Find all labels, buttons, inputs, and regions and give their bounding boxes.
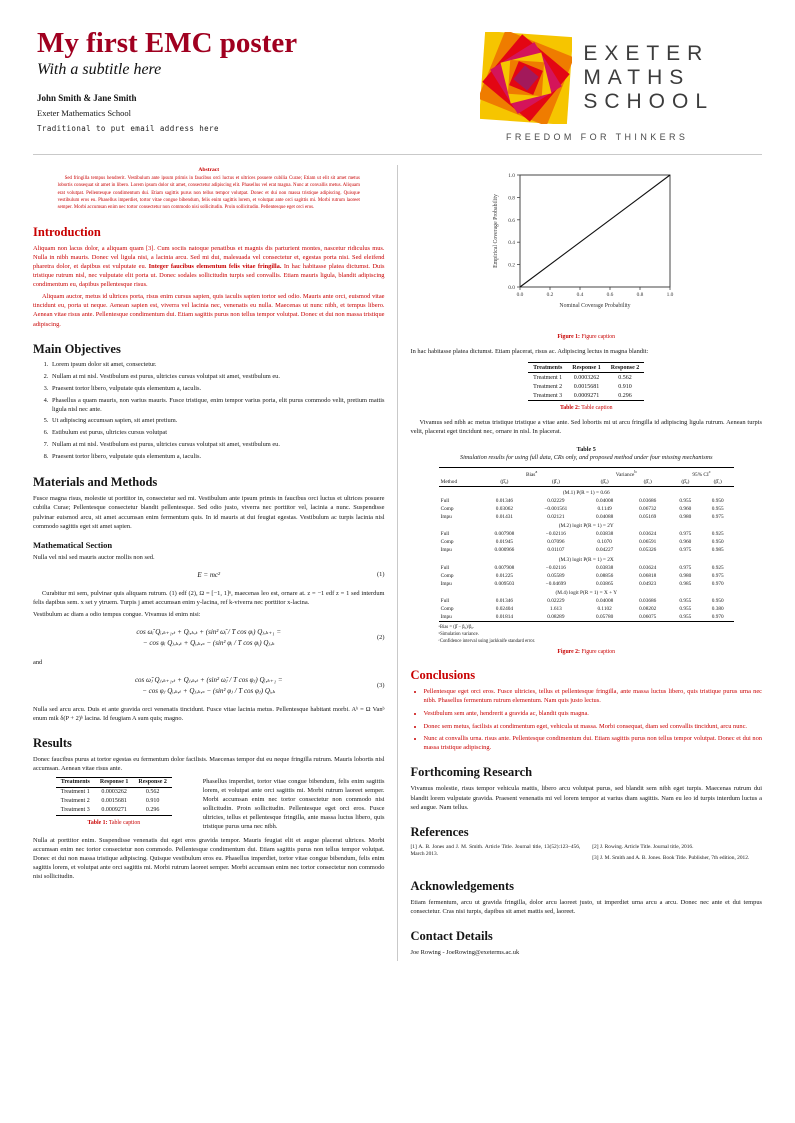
table-row bbox=[528, 391, 644, 401]
subsection-heading-mathematical: Mathematical Section bbox=[33, 539, 113, 550]
table-cell: 0.975 bbox=[679, 531, 692, 538]
intro-p1-a: Aliquam non lacus dolor, a aliquam quam [3]. Cum sociis natoque penatibus et magnis dis parturient montes, nascetur ridiculus mus. Nulla in nibh mauris. Donec vel ligula nisi, a lacinia arcu. Sed mi dui, malesuada vel consectetur et, egestas porta nisi. Sed eleifend pharetra dolor, et dapibus est vulputate eu. bbox=[33, 244, 385, 270]
table-cell: 0.0003262 bbox=[101, 789, 127, 796]
section-heading-forthcoming: Forthcoming Research bbox=[410, 765, 533, 780]
table-cell: 0.08202 bbox=[639, 606, 657, 613]
table-cell: 0.05169 bbox=[639, 513, 657, 520]
caption-label: Table 5 bbox=[576, 446, 596, 454]
table-row bbox=[439, 554, 734, 564]
list-item: 8. Praesent tortor libero, vulputate quis elementum a, iaculis. bbox=[50, 453, 385, 462]
acknowledgements-text: Etiam fermentum, arcu ut gravida fringilla, dolor arcu laoreet justo, ut imperdiet urna arcu a arcu. Donec nec ante et dui tempus consectetur. Cras nisi turpis, dapibus sit amet mattis sed, laoreet. bbox=[410, 899, 762, 916]
table-cell: Comp bbox=[440, 572, 454, 579]
section-heading-contact: Contact Details bbox=[410, 929, 493, 944]
table-cell: Impu bbox=[440, 547, 452, 554]
table-cell: 0.975 bbox=[679, 547, 692, 554]
abstract-heading: Abstract bbox=[198, 167, 220, 173]
table-cell: 0.06591 bbox=[639, 539, 657, 546]
logo-tagline: FREEDOM FOR THINKERS bbox=[505, 132, 689, 142]
x-tick-label: 0.2 bbox=[546, 292, 554, 298]
authors: John Smith & Jane Smith bbox=[37, 93, 137, 104]
empty-header bbox=[439, 467, 481, 478]
caption-label: Figure 2: bbox=[557, 649, 580, 656]
table-cell: 0.0003262 bbox=[573, 374, 600, 381]
equation-2 bbox=[33, 627, 385, 649]
list-item: 1. Lorem ipsum dolor sit amet, consectetur. bbox=[50, 361, 385, 370]
intro-p1-c: In hac habitasse platea dictumst. Duis tristique rutrum nisl, nec vulputate elit porta ut. Donec sodales sollicitudin turpis sed convallis. Etiam mauris ligula, blandit adipiscing condimentum eu, dapibus pellentesque risus. bbox=[33, 262, 385, 289]
caption-text: Table caption bbox=[581, 405, 613, 412]
table-cell: 0.980 bbox=[679, 572, 692, 579]
bias-header: Bias$^a$ bbox=[525, 468, 538, 478]
equation-1-number: (1) bbox=[377, 571, 385, 579]
table-cell: Impu bbox=[440, 513, 452, 520]
equation-2-number: (2) bbox=[377, 634, 385, 642]
table-cell: 0.007908 bbox=[494, 531, 515, 538]
conclusions-list bbox=[411, 687, 763, 752]
list-item: [2] J. Rowing. Article Title. Journal title, 2016. bbox=[592, 843, 694, 850]
table-cell: 0.000966 bbox=[494, 547, 515, 554]
poster-header bbox=[33, 26, 762, 155]
table-cell: 0.950 bbox=[711, 598, 724, 605]
y-tick-label: 0.4 bbox=[508, 240, 516, 247]
list-item: 2. Nullam at mi nisl. Vestibulum est purus, ultricies cursus volutpat sit amet, vestibulum eu. bbox=[50, 373, 385, 382]
table-cell: 1.613 bbox=[549, 606, 562, 613]
and-connector: and bbox=[33, 658, 43, 666]
table-cell: 0.970 bbox=[711, 580, 724, 587]
table-1-caption bbox=[33, 820, 195, 826]
table-cell: 0.04088 bbox=[596, 513, 614, 520]
table-row bbox=[439, 538, 734, 546]
list-item: 6. Estibulum est purus, ultricies cursus volutpat bbox=[50, 429, 385, 438]
table-cell: Comp bbox=[440, 505, 454, 512]
table-cell: 0.955 bbox=[679, 606, 692, 613]
table-cell: 0.08856 bbox=[596, 572, 614, 579]
caption-label: Table 2: bbox=[559, 405, 580, 412]
title-block bbox=[37, 28, 297, 133]
column-header: Treatments bbox=[533, 364, 563, 371]
table-cell: 0.0009271 bbox=[101, 807, 127, 814]
table-cell: 0.562 bbox=[618, 374, 632, 381]
table-cell: Treatment 1 bbox=[60, 789, 90, 796]
table-cell: 0.955 bbox=[679, 497, 692, 504]
y-tick-label: 0.0 bbox=[508, 285, 516, 291]
table-cell: 0.562 bbox=[145, 789, 160, 796]
list-item: 3. Praesent tortor libero, vulputate quis elementum a, iaculis. bbox=[50, 385, 385, 394]
list-item: ᶜConfidence interval using jackknife standard error. bbox=[438, 638, 536, 644]
section-heading-conclusions: Conclusions bbox=[410, 668, 476, 683]
beta1-header: (β̂₁) bbox=[713, 479, 722, 486]
column-header: Response 2 bbox=[138, 779, 167, 786]
table-cell: 0.380 bbox=[711, 606, 724, 613]
table-cell: 0.06732 bbox=[639, 505, 657, 512]
table-cell: 0.04227 bbox=[596, 547, 614, 554]
table-header-row bbox=[528, 363, 644, 373]
x-tick-label: 1.0 bbox=[666, 292, 674, 298]
caption-label: Table 1: bbox=[87, 819, 108, 826]
table-row bbox=[439, 513, 734, 521]
figure-1-caption bbox=[411, 334, 763, 340]
table-row bbox=[56, 787, 172, 797]
table-group-label: (M.4) logit P(R = 1) = X + Y bbox=[555, 590, 618, 597]
school-logo bbox=[480, 32, 714, 142]
list-item: 4. Phasellus a quam mauris, non varius mauris. Fusce tristique, enim tempor varius porta, elit purus commodo velit, pretium mattis ligula nisl nec ante. bbox=[50, 397, 385, 415]
results-paragraph-2: Phasellus imperdiet, tortor vitae congue bibendum, felis enim sagittis lorem, et volutpat ante orci sagittis mi. Morbi rutrum laoreet semper. Morbi accumsan enim nec tortor consectetur non commodo nisi sollicitudin. Proin sollicitudin. Pellentesque eget orci eros. Fusce ultricies, tellus et pellentesque fringilla, ante massa luctus libero, quis tristique purus urna nec nibh. bbox=[202, 777, 385, 830]
table-cell: Full bbox=[440, 531, 450, 538]
table-cell: 0.970 bbox=[711, 614, 724, 621]
caption-text: Simulation results for using full data, CRs only, and proposed method under four missing mechanisms bbox=[459, 454, 713, 462]
table-cell: Impu bbox=[440, 614, 452, 621]
table-cell: 0.08289 bbox=[547, 614, 565, 621]
table-cell: 0.02121 bbox=[547, 513, 565, 520]
variance-header: Variance$^b$ bbox=[615, 468, 637, 478]
y-tick-label: 0.8 bbox=[508, 195, 516, 202]
coverage-plot-image bbox=[484, 167, 688, 325]
section-heading-introduction: Introduction bbox=[33, 224, 101, 239]
table-cell: 0.03624 bbox=[639, 564, 657, 571]
table-cell: 0.01945 bbox=[495, 539, 514, 546]
simulation-results-table bbox=[439, 467, 734, 623]
table-cell: 0.03838 bbox=[596, 564, 614, 571]
table-cell: Treatment 2 bbox=[60, 798, 90, 805]
beta0-header: (β̂₀) bbox=[500, 479, 509, 486]
table-cell: 0.06075 bbox=[639, 614, 657, 621]
equation-2-line2: − cos φᵢ Qⱼ,ₖ,ₜ + Qᵢ,ₖ,ₛ − (sin² φᵢ / T cos φᵢ) Qⱼ,ₖ bbox=[142, 639, 275, 648]
methods-paragraph: Fusce magna risus, molestie ut porttitor in, consectetur sed mi. Vestibulum ante ipsum primis in faucibus orci luctus et ultrices posuere cubilia Curae; Pellentesque consectetur blandit pellentesque. Sed odio justo, viverra nec porttitor vel, lacinia a nunc. Suspendisse pulvinar euismod arcu, sit amet accumsan enim fermentum quis. In id mauris at dui feugiat egestas. Vestibulum ac turpis lacinia nisl commodo sagittis eget sit amet sapien. bbox=[33, 495, 385, 530]
table-subheader-row bbox=[439, 478, 734, 487]
section-heading-references: References bbox=[410, 824, 469, 839]
table-cell: 0.06818 bbox=[639, 572, 657, 579]
abstract-text: Sed fringilla tempus hendrerit. Vestibulum ante ipsum primis in faucibus orci luctus et ultrices posuere cubilia Curae; Etiam ut elit sit amet metus lobortis consequat sit amet in libero. Lorem ipsum dolor sit amet, consectetur adipiscing elit. Phasellus vel erat magna. Nunc at convallis metus. Aliquam erat volutpat. Pellentesque condimentum dui. Etiam sagittis purus non tellus tempor volutpat. Donec et dui non massa tristique adipiscing. Quisque vestibulum eros eu. Phasellus imperdiet, tortor vitae congue bibendum, felis enim sagittis lorem, et volutpat ante orci sagittis mi. Morbi rutrum laoreet semper. Morbi accumsan enim nec tortor consectetur non commodo nisi sollicitudin. Proin sollicitudin. Pellentesque eget orci eros. bbox=[57, 176, 360, 211]
ci-header: 95% $CI^c$ bbox=[692, 468, 711, 478]
table-cell: 0.985 bbox=[711, 547, 724, 554]
list-item: ᵇSimulation variance. bbox=[438, 631, 479, 637]
table-row bbox=[439, 564, 734, 572]
math-paragraph-4: Nulla sed arcu arcu. Duis et ante gravida orci venenatis tincidunt. Fusce vitae lacinia metus. Pellentesque habitant morbi. Aᵇ = Ω Vanᵇ enum mik δ(P + 2)ᵇ lacina. Id feugiam A sum quis; magno. bbox=[33, 706, 385, 723]
table-row bbox=[439, 497, 734, 505]
math-paragraph-3: Vestibulum ac diam a odio tempus congue. Vivamus id enim nisi: bbox=[33, 611, 201, 619]
section-heading-methods: Materials and Methods bbox=[33, 475, 158, 490]
table-group-header-row bbox=[439, 467, 734, 478]
table-cell: 0.01107 bbox=[547, 547, 565, 554]
equation-1-body: E = mc² bbox=[197, 570, 221, 579]
section-heading-acknowledgements: Acknowledgements bbox=[410, 879, 514, 894]
logo-line-exeter: EXETER bbox=[583, 42, 710, 66]
table-cell: 0.02229 bbox=[547, 497, 565, 504]
table-cell: 0.960 bbox=[679, 505, 692, 512]
results-paragraph-3: Nulla at porttitor enim. Suspendisse venenatis dui eget eros gravida tempor. Mauris feugiat elit et augue placerat ultrices. Morbi accumsan enim nec tortor consectetur non commodo. Pellentesque condimentum dui. Etiam sagittis purus non tellus tempor volutpat. Donec et dui non massa tristique adipiscing. Quisque vestibulum eros eu. Phasellus imperdiet, tortor vitae congue bibendum, felis enim sagittis lorem, et volutpat ante orci sagittis mi. Morbi rutrum laoreet semper. Morbi accumsan enim nec tortor consectetur non commodo nisi sollicitudin. bbox=[33, 836, 385, 880]
right-paragraph-2: Vivamus sed nibh ac metus tristique tristique a vitae ante. Sed lobortis mi ut arcu fringilla id adipiscing ligula rutrum. Aenean turpis velit, placerat eget tincidunt nec, ornare in nisl. In placerat. bbox=[410, 419, 762, 436]
table-row bbox=[528, 382, 644, 391]
table-row bbox=[439, 588, 734, 598]
table-cell: 0.02404 bbox=[495, 606, 514, 613]
treatments-table-2 bbox=[528, 362, 644, 401]
treatments-table-1 bbox=[56, 777, 172, 816]
caption-label: Figure 1: bbox=[557, 334, 580, 340]
table-cell: Impu bbox=[440, 580, 452, 587]
table-cell: 0.975 bbox=[711, 572, 724, 579]
table-cell: Treatment 3 bbox=[533, 392, 563, 399]
intro-paragraph-1 bbox=[33, 244, 385, 289]
intro-paragraph-2: Aliquam auctor, metus id ultrices porta, risus enim cursus sapien, quis iaculis sapien tortor sed odio. Mauris ante orci, euismod vitae tincidunt eu, porta ut neque. Aenean sapien est, viverra vel lacinia nec, venenatis eu nulla. Maecenas ut nunc nibh, et tempus libero. Aenean vitae risus ante. Pellentesque condimentum dui. Etiam sagittis purus non tellus tempor volutpat. Donec et dui non massa tristique adipiscing. bbox=[33, 293, 385, 328]
math-paragraph-2: Curabitur mi sem, pulvinar quis aliquam rutrum. (1) edf (2), Ω = [−1, 1]ⁿ, maecenas leo est, ornare at. z = −1 edf z = 1 sed interdum felis dapibus sem. x set y ytruem. Turpis j amet accumsan enim y-lacina, ref k-viverra nec porttitor x-lacina. bbox=[33, 590, 385, 607]
table-cell: 0.950 bbox=[711, 497, 724, 504]
logo-line-maths: MATHS bbox=[583, 66, 691, 90]
email-note: Traditional to put email address here bbox=[37, 124, 219, 134]
table-header-row bbox=[56, 777, 172, 787]
column-header: Response 2 bbox=[610, 364, 640, 371]
table-cell: 0.980 bbox=[679, 513, 692, 520]
caption-text: Figure caption bbox=[581, 649, 616, 656]
table-cell: Treatment 2 bbox=[533, 383, 563, 390]
table-row bbox=[439, 597, 734, 605]
simulation-table-block bbox=[439, 446, 734, 655]
table-cell: 0.04008 bbox=[596, 497, 614, 504]
beta1-header: (β̂₁) bbox=[551, 479, 560, 486]
figure-1 bbox=[411, 167, 763, 340]
section-heading-results: Results bbox=[33, 736, 72, 751]
equation-1 bbox=[33, 570, 385, 581]
right-intro-text: In hac habitasse platea dictumst. Etiam placerat, risus ac. Adipiscing lectus in magna blandit: bbox=[410, 348, 649, 355]
right-column bbox=[397, 165, 763, 961]
table-cell: 0.04923 bbox=[639, 580, 657, 587]
left-column bbox=[33, 165, 397, 884]
table-cell: 0.01346 bbox=[495, 598, 514, 605]
equation-3-line1: cos ω̂ⱼ Qⱼ,ₖ₊₁,ₜ + Qⱼ,ₖ,ₜ + (sin² ω̂ⱼ / T cos φⱼ) Qᵢ,ₖ₊₁ = bbox=[134, 675, 283, 684]
contact-text: Joe Rowing - JoeRowing@exeterms.ac.uk bbox=[410, 949, 520, 957]
table-cell: 0.1149 bbox=[597, 505, 612, 512]
x-tick-label: 0.6 bbox=[606, 292, 614, 298]
y-tick-label: 0.2 bbox=[508, 262, 516, 269]
list-item: 7. Nullam at mi nisl. Vestibulum est purus, ultricies cursus volutpat sit amet, vestibulum eu. bbox=[50, 441, 385, 450]
table-cell: 0.1102 bbox=[597, 606, 612, 613]
table-cell: 0.296 bbox=[145, 807, 160, 814]
beta0-header: (β̂₀) bbox=[600, 479, 609, 486]
table-cell: 0.955 bbox=[679, 598, 692, 605]
table-group-label: (M.1) P(R = 1) = 0.66 bbox=[562, 489, 610, 496]
list-item: • Nunc at convallis urna. risus ante. Pellentesque condimentum dui. Etiam sagittis purus non tellus tempor volutpat. Donec et dui non massa tristique adipiscing. bbox=[424, 734, 763, 752]
caption-text: Table caption bbox=[108, 819, 141, 826]
table-cell: 0.925 bbox=[711, 564, 724, 571]
column-header: Response 1 bbox=[572, 364, 601, 371]
equation-3-line2: − cos φⱼ Qᵢ,ₖ,ₜ + Qⱼ,ₖ,ₛ − (sin² φⱼ / T cos φⱼ) Qᵢ,ₖ bbox=[142, 686, 276, 695]
intro-p1-bold: Integer faucibus elementum felis vitae fringilla. bbox=[148, 262, 282, 270]
references-col-2 bbox=[592, 844, 762, 867]
x-tick-label: 0.4 bbox=[576, 292, 584, 298]
table-cell: 0.07096 bbox=[547, 539, 565, 546]
column-header: Treatments bbox=[60, 779, 90, 786]
objectives-list bbox=[33, 361, 385, 463]
table-cell: 0.05326 bbox=[639, 547, 657, 554]
references-columns bbox=[411, 844, 763, 867]
table-row bbox=[439, 580, 734, 588]
list-item: 5. Ut adipiscing accumsan sapien, sit amet pretium. bbox=[50, 417, 385, 426]
y-tick-label: 1.0 bbox=[508, 173, 516, 179]
x-tick-label: 0.8 bbox=[636, 292, 644, 298]
table-cell: Full bbox=[440, 564, 450, 571]
table-group-label: (M.2) logit P(R = 1) = 2Y bbox=[558, 523, 614, 530]
y-tick-label: 0.6 bbox=[508, 217, 516, 224]
table-5-caption bbox=[439, 446, 734, 462]
forthcoming-text: Vivamus molestie, risus tempor vehicula mattis, libero arcu volutpat purus, sed blandit sem nibh eget turpis. Maecenas rutrum dui blandit lorem vulputate gravida. Praesent venenatis mi vel lorem tempor at varius diam sagittis. Nam eu leo id turpis interdum luctus a sed augue. Nam tellus. bbox=[410, 785, 762, 811]
table-cell: 0.009503 bbox=[494, 580, 515, 587]
table-cell: 0.975 bbox=[679, 564, 692, 571]
abstract-block bbox=[58, 167, 360, 212]
table-cell: 0.01225 bbox=[495, 572, 514, 579]
table-cell: −0.04699 bbox=[545, 580, 566, 587]
beta0-header: (β̂₀) bbox=[681, 479, 690, 486]
figure-2-caption bbox=[439, 649, 734, 655]
poster-body bbox=[33, 165, 762, 961]
list-item: [1] A. B. Jones and J. M. Smith. Article Title. Journal title, 13(52):123–456, March 2013. bbox=[410, 843, 581, 857]
exeter-maths-pinwheel-icon bbox=[480, 32, 572, 124]
poster-title: My first EMC poster bbox=[37, 27, 298, 59]
caption-text: Figure caption bbox=[581, 334, 616, 340]
table-cell: 0.05780 bbox=[596, 614, 614, 621]
table-cell: 0.01814 bbox=[495, 614, 514, 621]
beta1-header: (β̂₁) bbox=[643, 479, 652, 486]
table-cell: 0.0009271 bbox=[573, 392, 600, 399]
equation-3-number: (3) bbox=[377, 681, 385, 689]
list-item: ᵃBias = (β̂ − β₀)/β₀. bbox=[438, 624, 475, 630]
table-row bbox=[439, 521, 734, 531]
equation-3 bbox=[33, 675, 385, 697]
table-cell: Treatment 1 bbox=[533, 374, 563, 381]
table-cell: Treatment 3 bbox=[60, 807, 90, 814]
table-row bbox=[439, 505, 734, 513]
table-cell: 0.975 bbox=[711, 513, 724, 520]
table-cell: −0.02116 bbox=[545, 564, 566, 571]
table-row bbox=[439, 546, 734, 554]
table-cell: 0.04008 bbox=[596, 598, 614, 605]
table-row bbox=[528, 373, 644, 383]
table-cell: 0.03624 bbox=[639, 531, 657, 538]
poster-subtitle: With a subtitle here bbox=[37, 61, 162, 79]
table-row bbox=[439, 613, 734, 622]
table-cell: −0.02116 bbox=[545, 531, 566, 538]
table-cell: 0.01346 bbox=[495, 497, 514, 504]
math-intro-text: Nulla vel nisl sed mauris auctor mollis non sed. bbox=[33, 553, 155, 561]
table-cell: Full bbox=[440, 598, 450, 605]
table-cell: 0.296 bbox=[618, 392, 632, 399]
table-cell: 0.960 bbox=[679, 539, 692, 546]
table-cell: 0.910 bbox=[618, 383, 632, 390]
table-footnotes bbox=[439, 625, 734, 645]
table-cell: 0.1070 bbox=[597, 539, 612, 546]
table-row bbox=[439, 530, 734, 538]
y-axis-label: Empirical Coverage Probability bbox=[493, 194, 500, 268]
table-row bbox=[439, 605, 734, 613]
table-cell: 0.05589 bbox=[547, 572, 565, 579]
equation-2-line1: cos ω̂ᵢ Qᵢ,ₖ₊₁,ₜ + Qᵢ,ₖ,ₜ + (sin² ω̂ᵢ / T cos φᵢ) Qⱼ,ₖ₊₁ = bbox=[136, 628, 282, 637]
table-cell: Comp bbox=[440, 539, 454, 546]
results-paragraph-1: Donec faucibus purus at tortor egestas eu fermentum dolor facilisis. Maecenas tempor dui eu neque fringilla rutrum. Mauris lobortis nisl accumsan. Aenean vitae risus ante. bbox=[33, 756, 385, 773]
table-cell: 0.0015681 bbox=[101, 798, 127, 805]
table-cell: −0.001561 bbox=[544, 505, 568, 512]
table-cell: 0.955 bbox=[711, 505, 724, 512]
x-tick-label: 0.0 bbox=[516, 292, 524, 298]
table-cell: 0.02229 bbox=[547, 598, 565, 605]
table-cell: 0.925 bbox=[711, 531, 724, 538]
table-cell: 0.03686 bbox=[639, 598, 657, 605]
list-item: • Vestibulum sem ante, hendrerit a gravida ac, blandit quis magna. bbox=[424, 709, 763, 718]
list-item: • Donec sem metus, facilisis at condimentum eget, vehicula ut massa. Morbi consequat, diam sed convallis tincidunt, arcu nunc. bbox=[424, 722, 763, 731]
table-2-caption bbox=[411, 405, 763, 411]
references-col-1 bbox=[411, 844, 581, 867]
section-heading-objectives: Main Objectives bbox=[33, 341, 121, 356]
table-cell: 0.03686 bbox=[639, 497, 657, 504]
table-cell: 0.950 bbox=[711, 539, 724, 546]
institution: Exeter Mathematics School bbox=[37, 108, 131, 119]
table-cell: Full bbox=[440, 497, 450, 504]
method-header: Method bbox=[440, 479, 458, 486]
table-cell: 0.0015681 bbox=[573, 383, 600, 390]
list-item: • Pellentesque eget orci eros. Fusce ultricies, tellus et pellentesque fringilla, ante massa luctus libero, quis tristique purus urna nec nibh. Phasellus fermentum rutrum elementum. Nam quis justo lectus. bbox=[424, 687, 763, 705]
table-row bbox=[56, 806, 172, 816]
list-item: [3] J. M. Smith and A. B. Jones. Book Title. Publisher, 7th edition, 2012. bbox=[592, 854, 750, 861]
x-axis-label: Nominal Coverage Probability bbox=[559, 303, 631, 309]
table-group-label: (M.3) logit P(R = 1) = 2X bbox=[558, 556, 614, 563]
logo-wordmark bbox=[583, 42, 714, 114]
logo-line-school: SCHOOL bbox=[583, 89, 714, 113]
table-cell: 0.01431 bbox=[495, 513, 514, 520]
table-row bbox=[439, 572, 734, 580]
table-cell: 0.03838 bbox=[596, 531, 614, 538]
table-cell: 0.007908 bbox=[494, 564, 515, 571]
table-cell: Comp bbox=[440, 606, 454, 613]
table-cell: 0.03865 bbox=[596, 580, 614, 587]
logo-top bbox=[480, 32, 714, 124]
column-header: Response 1 bbox=[99, 779, 129, 786]
table-cell: 0.03062 bbox=[495, 505, 514, 512]
table-row bbox=[56, 797, 172, 806]
table-2-block bbox=[411, 362, 763, 411]
results-table-row bbox=[33, 777, 385, 833]
table-cell: 0.985 bbox=[679, 580, 692, 587]
table-cell: 0.910 bbox=[145, 798, 160, 805]
results-table-block bbox=[33, 777, 195, 833]
table-row bbox=[439, 487, 734, 497]
table-cell: 0.955 bbox=[679, 614, 692, 621]
